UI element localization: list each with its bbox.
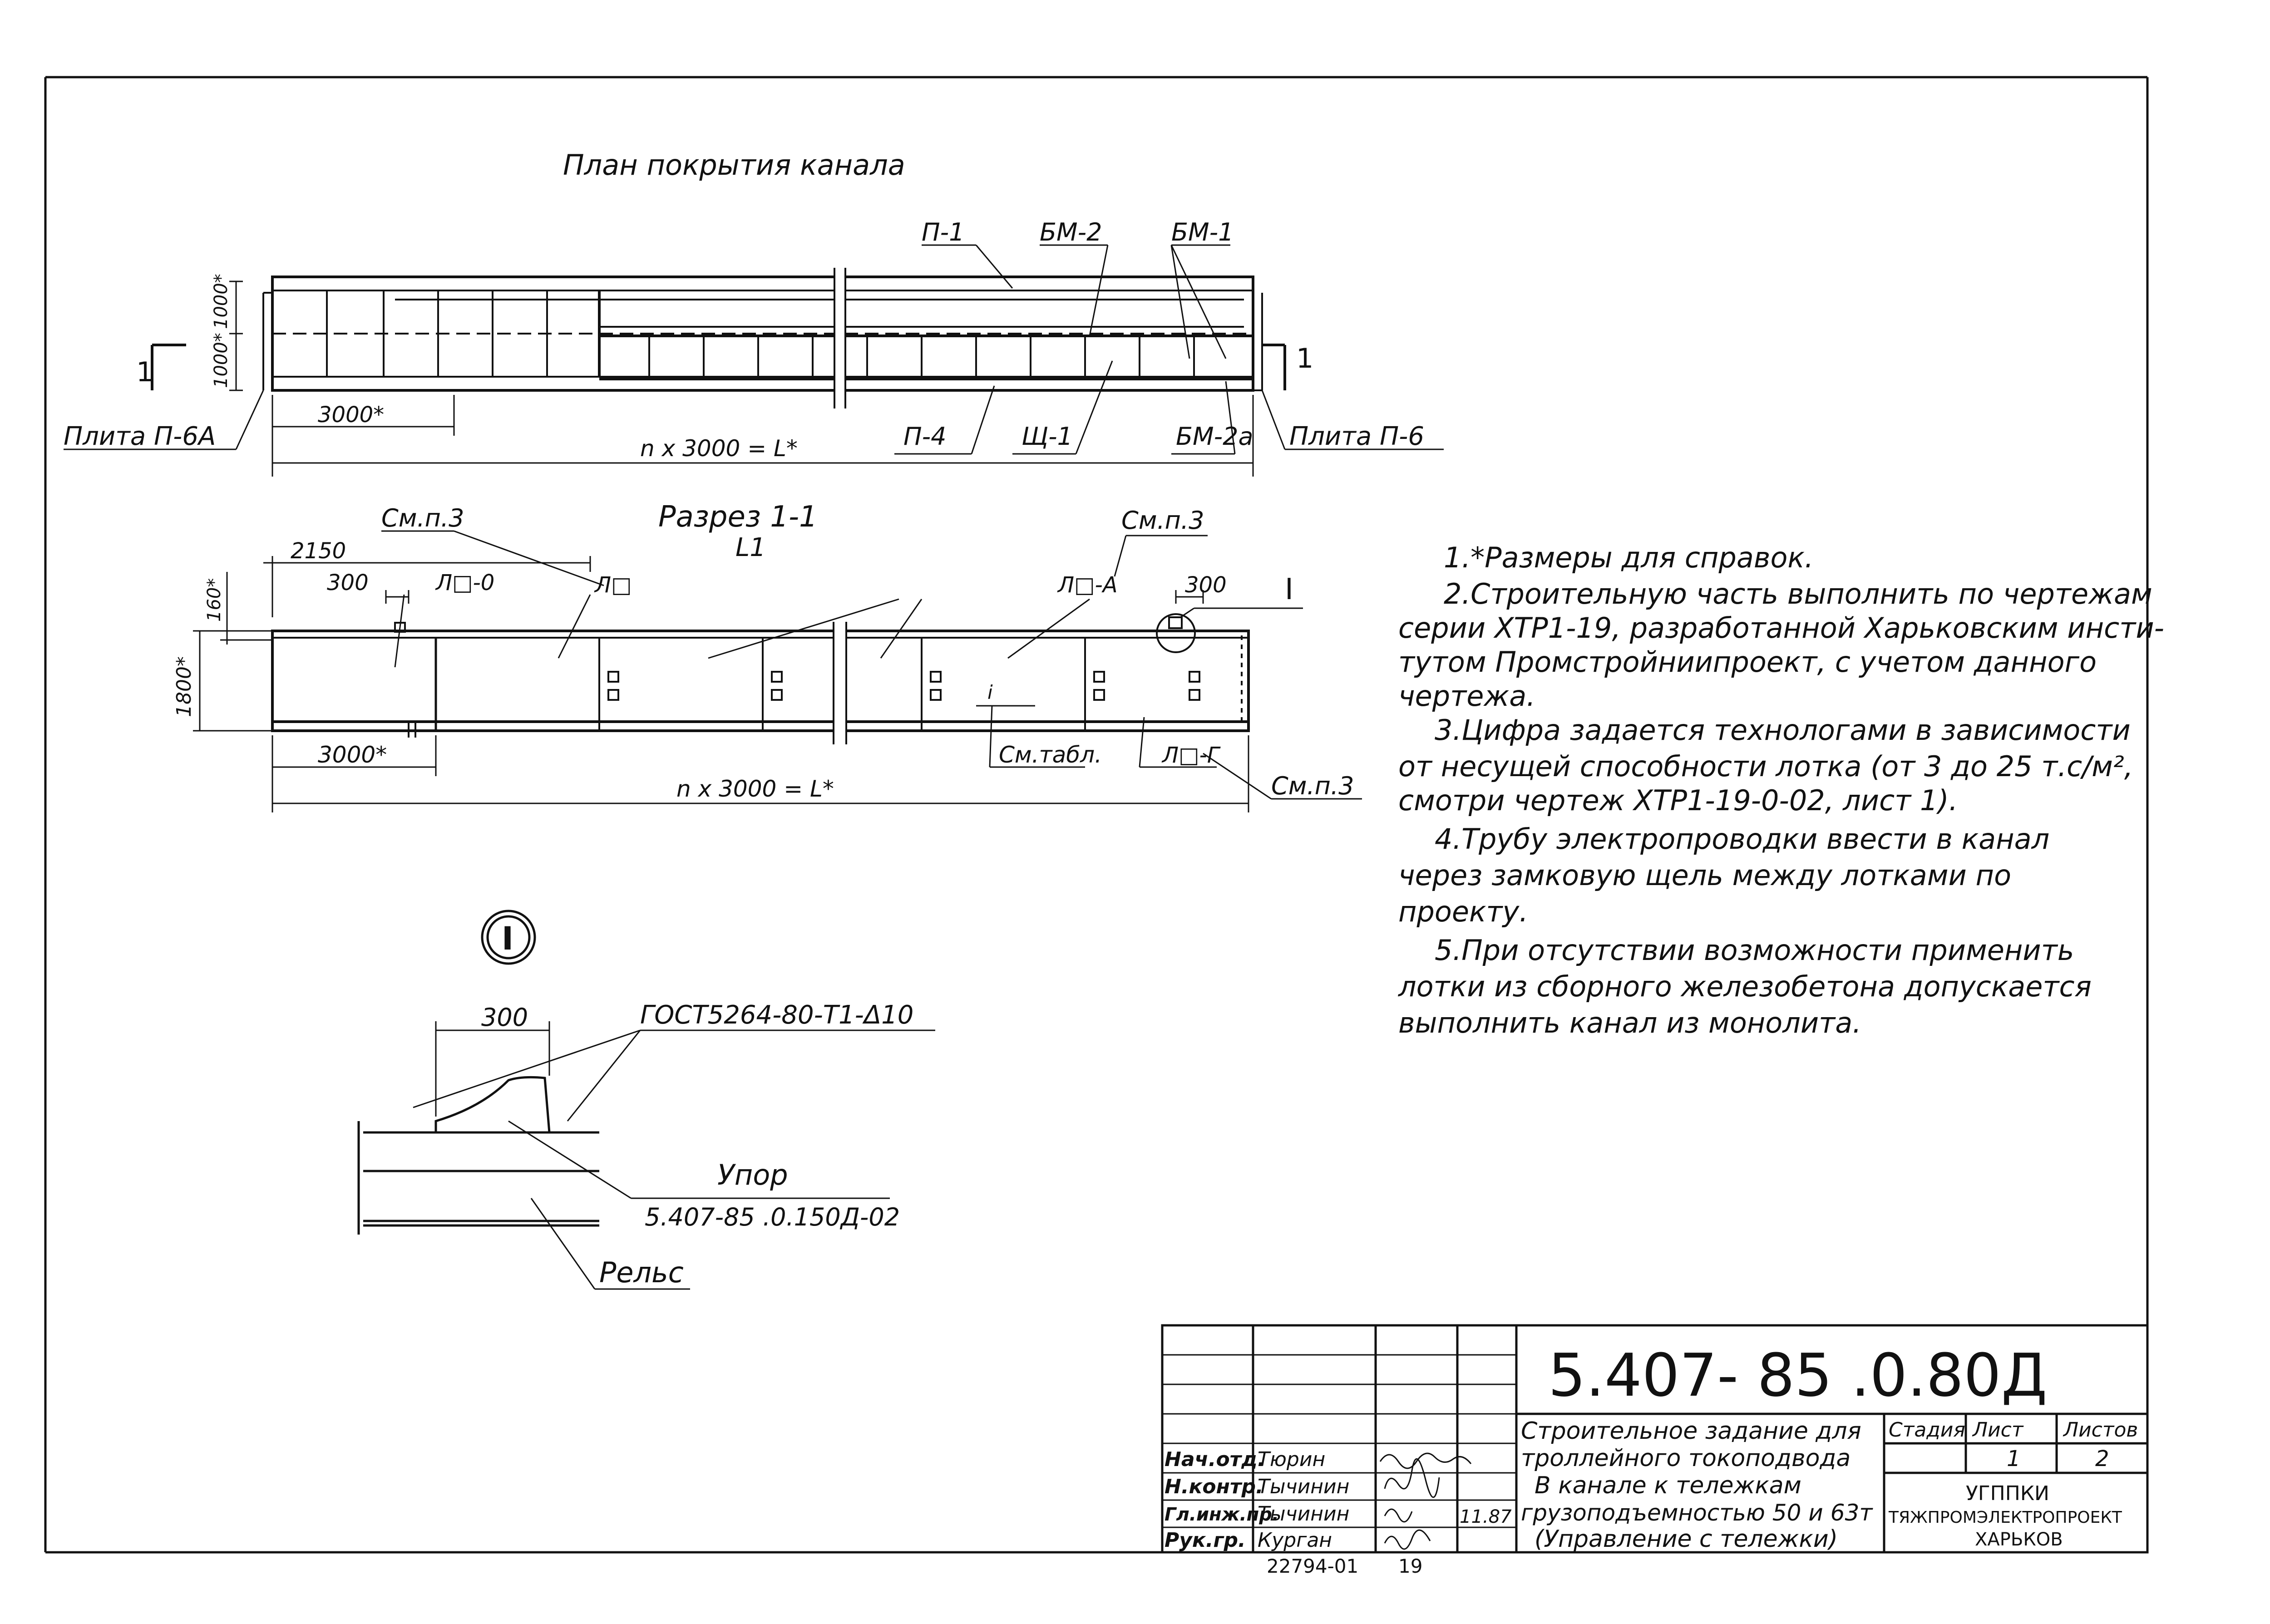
title-block-sheets: 2 bbox=[2095, 1446, 2109, 1471]
note-line: лотки из сборного железобетона допускается bbox=[1398, 970, 2092, 1003]
note-line: смотри чертеж ХТР1-19-0-02, лист 1). bbox=[1398, 784, 1958, 817]
plan-dim-3000: 3000* bbox=[318, 402, 385, 428]
detail-node-label: I bbox=[502, 920, 514, 957]
plan-label-plate-p6: Плита П-6 bbox=[1289, 422, 1424, 451]
note-line: выполнить канал из монолита. bbox=[1398, 1006, 1861, 1039]
title-block-description-line: троллейного токоподвода bbox=[1521, 1445, 1851, 1472]
section-see-table: См.табл. bbox=[999, 742, 1102, 768]
person-role: Рук.гр. bbox=[1165, 1529, 1246, 1552]
section-dim-160: 160* bbox=[204, 578, 225, 622]
title-block-org-line: УГППКИ bbox=[1966, 1482, 2049, 1505]
title-block-sheet-header: Лист bbox=[1973, 1418, 2023, 1442]
section-tray-g: Л□-Г bbox=[1162, 743, 1219, 768]
note-line: 4.Трубу электропроводки ввести в канал bbox=[1435, 822, 2050, 856]
title-block-code: 5.407- 85 .0.80Д bbox=[1548, 1341, 2048, 1410]
plan-label-p4: П-4 bbox=[903, 422, 947, 451]
title-block-sheets-header: Листов bbox=[2063, 1418, 2138, 1442]
notes bbox=[1398, 541, 2164, 1039]
plan-label-bm2: БМ-2 bbox=[1040, 218, 1102, 246]
section-tray: Л□ bbox=[595, 572, 632, 598]
title-block-stage-header: Стадия bbox=[1889, 1418, 1965, 1442]
plan-section-marks bbox=[152, 345, 1285, 390]
plan-label-sch1: Щ-1 bbox=[1022, 422, 1073, 451]
plan-dim-total: n x 3000 = L* bbox=[640, 435, 798, 462]
note-line: тутом Промстройниипроект, с учетом данного bbox=[1398, 645, 2097, 679]
title-block-description-line: (Управление с тележки) bbox=[1535, 1526, 1838, 1553]
note-line: 1.*Размеры для справок. bbox=[1444, 541, 1814, 574]
plan-label-bm1: БМ-1 bbox=[1171, 218, 1234, 246]
plan-dim-1000-top: 1000* bbox=[211, 274, 232, 329]
title-block-org-line: ХАРЬКОВ bbox=[1975, 1529, 2063, 1550]
detail-weld-spec: ГОСТ5264-80-Т1-Δ10 bbox=[640, 1000, 914, 1030]
person-name: Тычинин bbox=[1258, 1502, 1350, 1526]
section-dim-3000: 3000* bbox=[318, 742, 387, 768]
section-title: Разрез 1-1 bbox=[658, 500, 818, 534]
detail-stop-label: Упор bbox=[717, 1158, 788, 1191]
section-dim-1800: 1800* bbox=[173, 656, 196, 717]
detail-stop-doc: 5.407-85 .0.150Д-02 bbox=[645, 1203, 900, 1231]
title-block-description-line: Строительное задание для bbox=[1521, 1417, 1861, 1445]
inventory-number: 22794-01 bbox=[1267, 1555, 1359, 1577]
section-see-p3-right: См.п.3 bbox=[1121, 506, 1204, 535]
section-see-p3-bottom: См.п.3 bbox=[1271, 772, 1354, 800]
detail-rail-label: Рельс bbox=[599, 1256, 684, 1289]
section-slope: i bbox=[987, 681, 993, 704]
person-name: Курган bbox=[1258, 1529, 1332, 1552]
note-line: проекту. bbox=[1398, 895, 1528, 928]
person-role: Гл.инж.пр. bbox=[1165, 1504, 1279, 1525]
person-name: Тычинин bbox=[1258, 1475, 1350, 1498]
person-role: Нач.отд. bbox=[1165, 1448, 1265, 1471]
section-drawing bbox=[272, 614, 1248, 749]
section-dim-2150: 2150 bbox=[291, 538, 346, 564]
note-line: через замковую щель между лотками по bbox=[1398, 859, 2012, 892]
section-l1: L1 bbox=[735, 533, 766, 562]
title-block-org-line: ТЯЖПРОМЭЛЕКТРОПРОЕКТ bbox=[1889, 1508, 2122, 1527]
plan-title: План покрытия канала bbox=[563, 148, 905, 182]
plan-label-plate-p6a: Плита П-6А bbox=[64, 422, 216, 451]
plan-section-mark-right: 1 bbox=[1296, 343, 1314, 374]
section-tray-a: Л□-А bbox=[1058, 572, 1118, 598]
page-number: 19 bbox=[1398, 1555, 1423, 1577]
detail-drawing bbox=[359, 1021, 935, 1289]
note-line: от несущей способности лотка (от 3 до 25 т.с/м², bbox=[1398, 750, 2133, 783]
title-block-sheet: 1 bbox=[2007, 1446, 2021, 1471]
note-line: чертежа. bbox=[1398, 679, 1535, 713]
note-line: 3.Цифра задается технологами в зависимости bbox=[1435, 714, 2131, 747]
section-tray-o: Л□-0 bbox=[436, 570, 495, 595]
title-block-description-line: В канале к тележкам bbox=[1535, 1472, 1801, 1499]
detail-dim-300: 300 bbox=[481, 1003, 528, 1032]
section-node-ref: I bbox=[1285, 573, 1293, 606]
section-dim-300-right: 300 bbox=[1185, 572, 1227, 598]
section-dim-300-left: 300 bbox=[327, 570, 369, 595]
plan-section-mark-left: 1 bbox=[136, 356, 154, 388]
plan-label-bm2a: БМ-2а bbox=[1176, 422, 1253, 451]
title-block-description-line: грузоподъемностью 50 и 63т bbox=[1521, 1500, 1873, 1526]
note-line: 5.При отсутствии возможности применить bbox=[1435, 934, 2074, 967]
plan-label-p1: П-1 bbox=[922, 218, 965, 246]
section-see-p3-left: См.п.3 bbox=[381, 504, 464, 532]
plan-drawing bbox=[263, 268, 1262, 408]
note-line: 2.Строительную часть выполнить по чертежам bbox=[1444, 577, 2152, 610]
person-role: Н.контр. bbox=[1165, 1475, 1263, 1498]
plan-dim-1000-bottom: 1000* bbox=[211, 333, 232, 388]
person-name: Тюрин bbox=[1258, 1448, 1326, 1471]
note-line: серии ХТР1-19, разработанной Харьковским инсти- bbox=[1398, 611, 2164, 645]
title-block-date: 11.87 bbox=[1460, 1506, 1512, 1527]
section-dim-total: n x 3000 = L* bbox=[676, 776, 834, 802]
